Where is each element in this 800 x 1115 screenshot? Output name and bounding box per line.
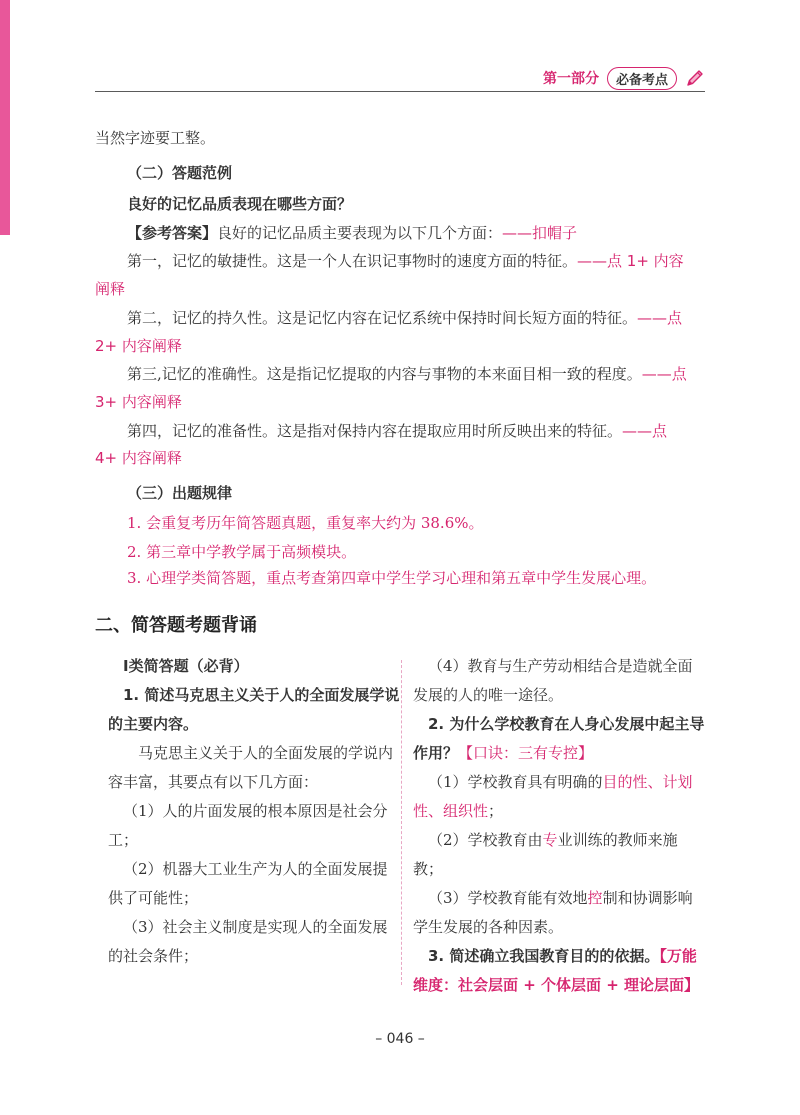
- answer-1-intro: 马克思主义关于人的全面发展的学说内容丰富，其要点有以下几方面：: [108, 744, 394, 791]
- point-text: 第三,记忆的准确性。这是指记忆提取的内容与事物的本来面目相一致的程度。: [127, 365, 642, 383]
- rule-item: 3. 心理学类简答题，重点考查第四章中学生学习心理和第五章中学生发展心理。: [127, 569, 657, 587]
- answer-2-item: [413, 768, 705, 826]
- answer-1-item: （4）教育与生产劳动相结合是造就全面发展的人的唯一途径。: [413, 657, 693, 704]
- rule-item: 2. 第三章中学教学属于高频模块。: [127, 543, 357, 561]
- category-heading: Ⅰ类简答题（必背）: [123, 657, 249, 675]
- point-tag-cont: 4+ 内容阐释: [95, 449, 182, 467]
- answer-label: 【参考答案】: [127, 224, 218, 242]
- answer-2-item: [413, 884, 705, 942]
- mnemonic-tag: 【口诀：三有专控】: [458, 744, 594, 762]
- answer-1-item: （2）机器大工业生产为人的全面发展提供了可能性；: [108, 860, 388, 907]
- example-question: 良好的记忆品质表现在哪些方面？: [127, 195, 353, 213]
- dimension-tag: 【万能维度：社会层面 + 个体层面 + 理论层面】: [413, 947, 700, 994]
- item-text: （3）学校教育能有效地: [428, 889, 588, 907]
- item-text: ；: [488, 802, 504, 820]
- section-badge: 必备考点: [607, 67, 677, 90]
- section-heading: （三）出题规律: [127, 484, 233, 502]
- point-tag-cont: 阐释: [95, 280, 126, 298]
- point-text: 第二，记忆的持久性。这是记忆内容在记忆系统中保持时间长短方面的特征。: [127, 309, 638, 327]
- point-tag: ——点: [641, 365, 687, 383]
- question-text: 3. 简述确立我国教育目的的依据。: [428, 947, 660, 965]
- point-text: 第一，记忆的敏捷性。这是一个人在识记事物时的速度方面的特征。: [127, 252, 578, 270]
- rule-item: 1. 会重复考历年简答题真题，重复率大约为 38.6%。: [127, 514, 484, 532]
- question-3: [413, 942, 705, 1000]
- body-text: 当然字迹要工整。: [95, 129, 216, 147]
- answer-point-2: [127, 307, 682, 329]
- header-rule: [95, 91, 705, 92]
- point-text: 第四，记忆的准备性。这是指对保持内容在提取应用时所反映出来的特征。: [127, 422, 623, 440]
- highlight: 目的性、计划性、组织性: [413, 773, 693, 820]
- answer-2-item: [413, 826, 705, 884]
- answer-intro: 良好的记忆品质主要表现为以下几个方面：: [217, 224, 503, 242]
- running-header: [543, 66, 705, 90]
- item-text: 制和协调影响学生发展的各种因素。: [413, 889, 693, 936]
- page-number: – 046 –: [375, 1031, 425, 1047]
- item-text: （1）学校教育具有明确的: [428, 773, 603, 791]
- side-color-bar: [0, 0, 10, 235]
- item-text: 业训练的教师来施教；: [413, 831, 678, 878]
- highlight: 专: [542, 831, 558, 849]
- left-column: [108, 652, 400, 971]
- column-divider: [401, 660, 402, 985]
- point-tag: ——点: [637, 309, 683, 327]
- pencil-icon: [685, 68, 705, 88]
- highlight: 控: [587, 889, 603, 907]
- question-1: 1. 简述马克思主义关于人的全面发展学说的主要内容。: [108, 686, 400, 733]
- point-tag: ——点 1+ 内容: [577, 252, 684, 270]
- answer-intro-line: [127, 222, 577, 244]
- point-tag-cont: 3+ 内容阐释: [95, 393, 182, 411]
- point-tag-cont: 2+ 内容阐释: [95, 337, 182, 355]
- question-text: 2. 为什么学校教育在人身心发展中起主导作用？: [413, 715, 705, 762]
- section-heading: （二）答题范例: [127, 164, 233, 182]
- right-column: [413, 652, 705, 1000]
- item-text: （2）学校教育由: [428, 831, 543, 849]
- answer-point-3: [127, 363, 687, 385]
- answer-point-1: [127, 250, 684, 272]
- point-tag: ——点: [622, 422, 668, 440]
- answer-1-item: （1）人的片面发展的根本原因是社会分工；: [108, 802, 388, 849]
- answer-point-4: [127, 420, 667, 442]
- answer-1-item: （3）社会主义制度是实现人的全面发展的社会条件；: [108, 918, 388, 965]
- part-label: 第一部分: [542, 71, 599, 87]
- chapter-heading: 二、简答题考题背诵: [95, 615, 257, 636]
- answer-tag: ——扣帽子: [502, 224, 578, 242]
- question-2: [413, 710, 705, 768]
